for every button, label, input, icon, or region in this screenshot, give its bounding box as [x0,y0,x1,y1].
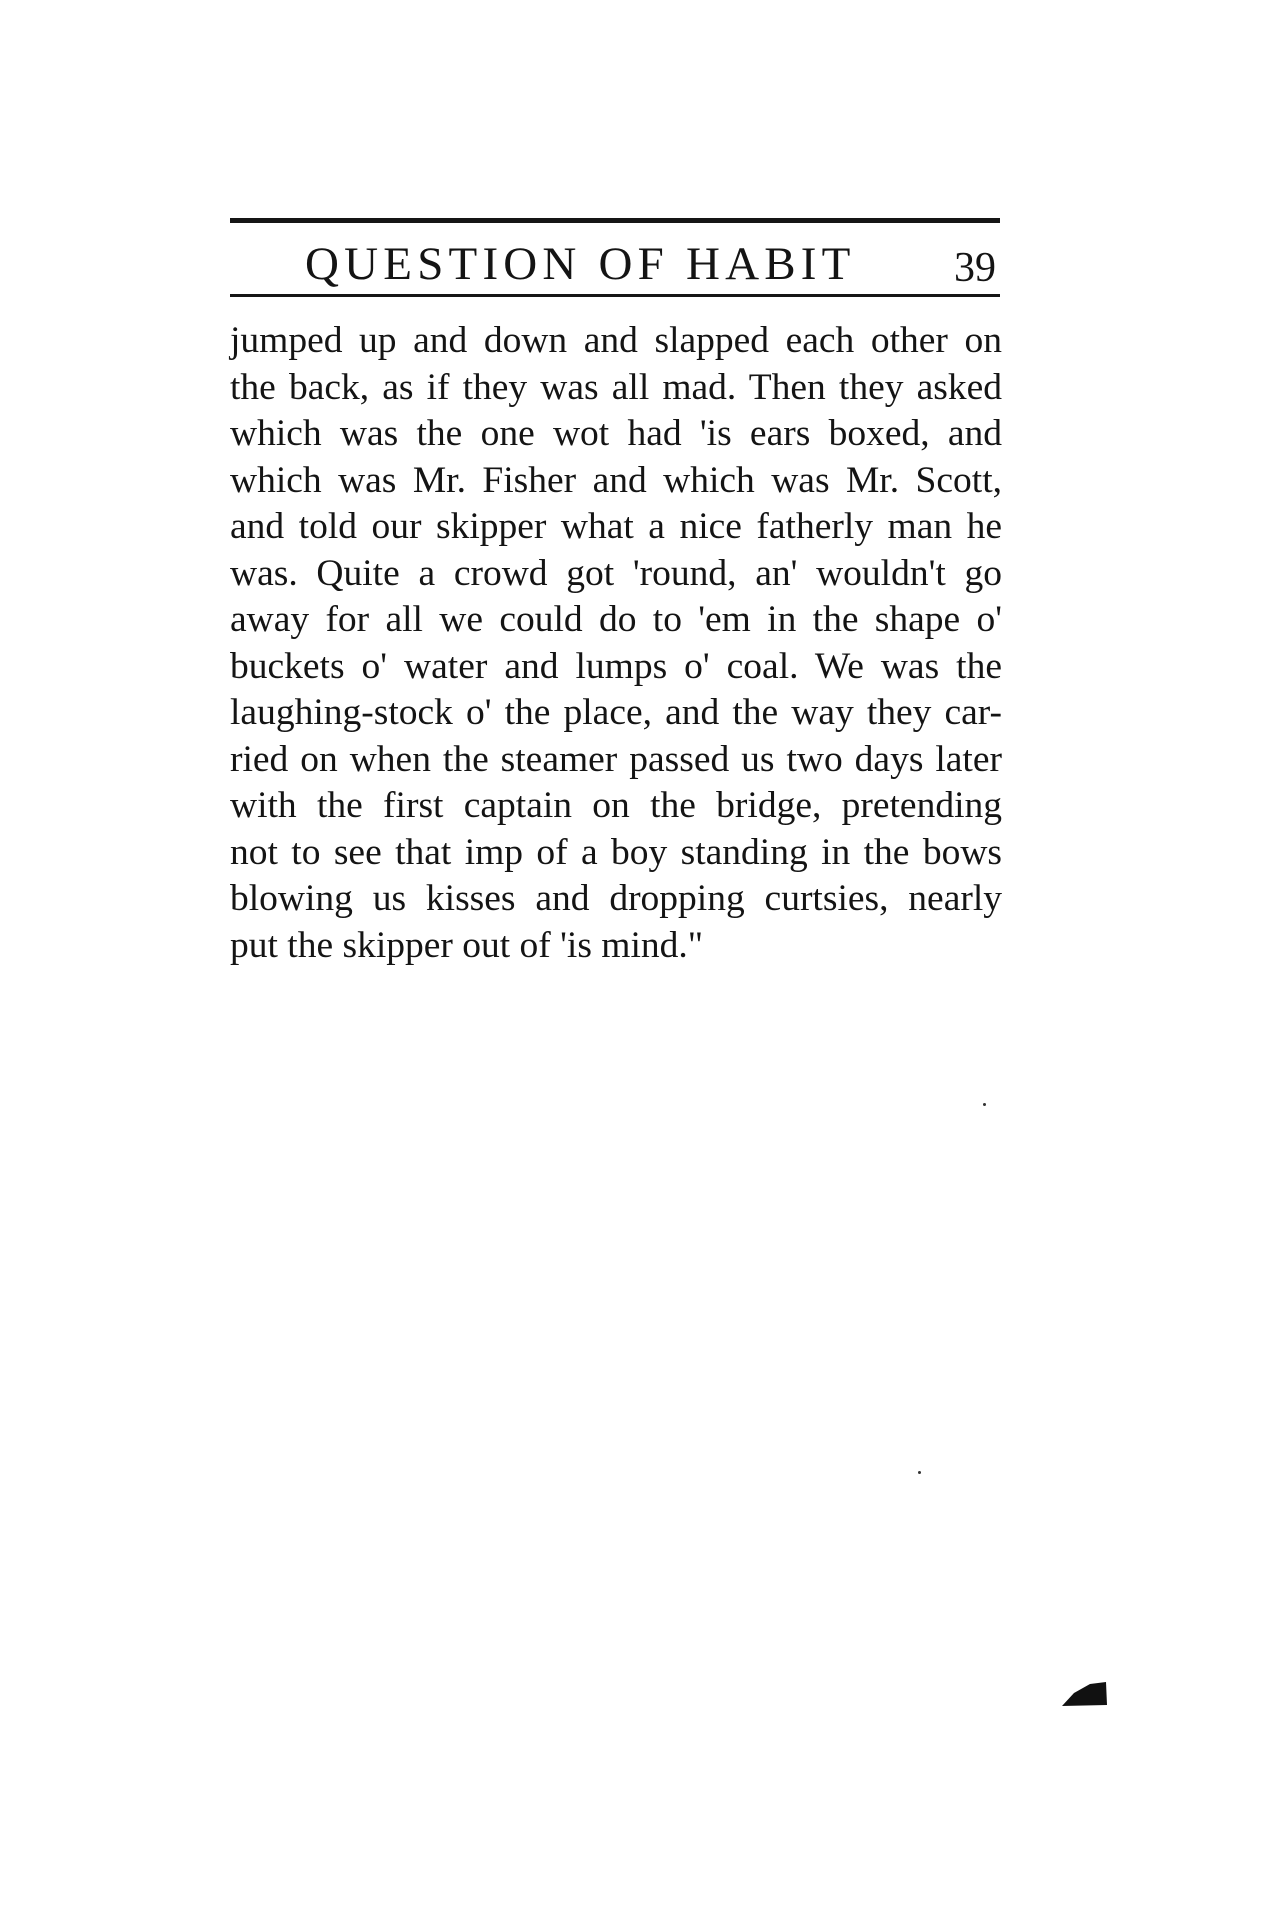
text-line: not to see that imp of a boy standing in the bows [230,831,1002,873]
text-line: with the first captain on the bridge, pretending [230,785,1002,826]
header-top-rule [230,218,1000,223]
page-number: 39 [954,245,996,291]
header-bottom-rule [230,294,1000,297]
running-head [230,236,1000,292]
text-line: buckets o' water and lumps o' coal. We was the [230,645,1002,687]
text-line: blowing us kisses and dropping curtsies, nearly [230,878,1002,919]
text-line: laughing-stock o' the place, and the way they car- [230,692,1002,733]
text-line: jumped up and down and slapped each other on [230,320,1002,361]
text-line: was. Quite a crowd got 'round, an' wouldn't go [230,552,1002,594]
text-line: the back, as if they was all mad. Then they asked [230,366,1002,408]
text-line: and told our skipper what a nice fatherly man he [230,506,1002,547]
scan-blot-shape [1060,1681,1108,1707]
text-line: put the skipper out of 'is mind." [230,924,704,966]
text-line: which was the one wot had 'is ears boxed, and [230,413,1002,454]
text-line: which was Mr. Fisher and which was Mr. Scott, [230,459,1002,501]
body-paragraph [230,318,1002,969]
scan-speck [918,1471,921,1474]
running-title: QUESTION OF HABIT [305,238,856,290]
text-line: ried on when the steamer passed us two days later [230,738,1002,780]
scan-speck [983,1103,986,1106]
text-line: away for all we could do to 'em in the shape o' [230,599,1002,640]
